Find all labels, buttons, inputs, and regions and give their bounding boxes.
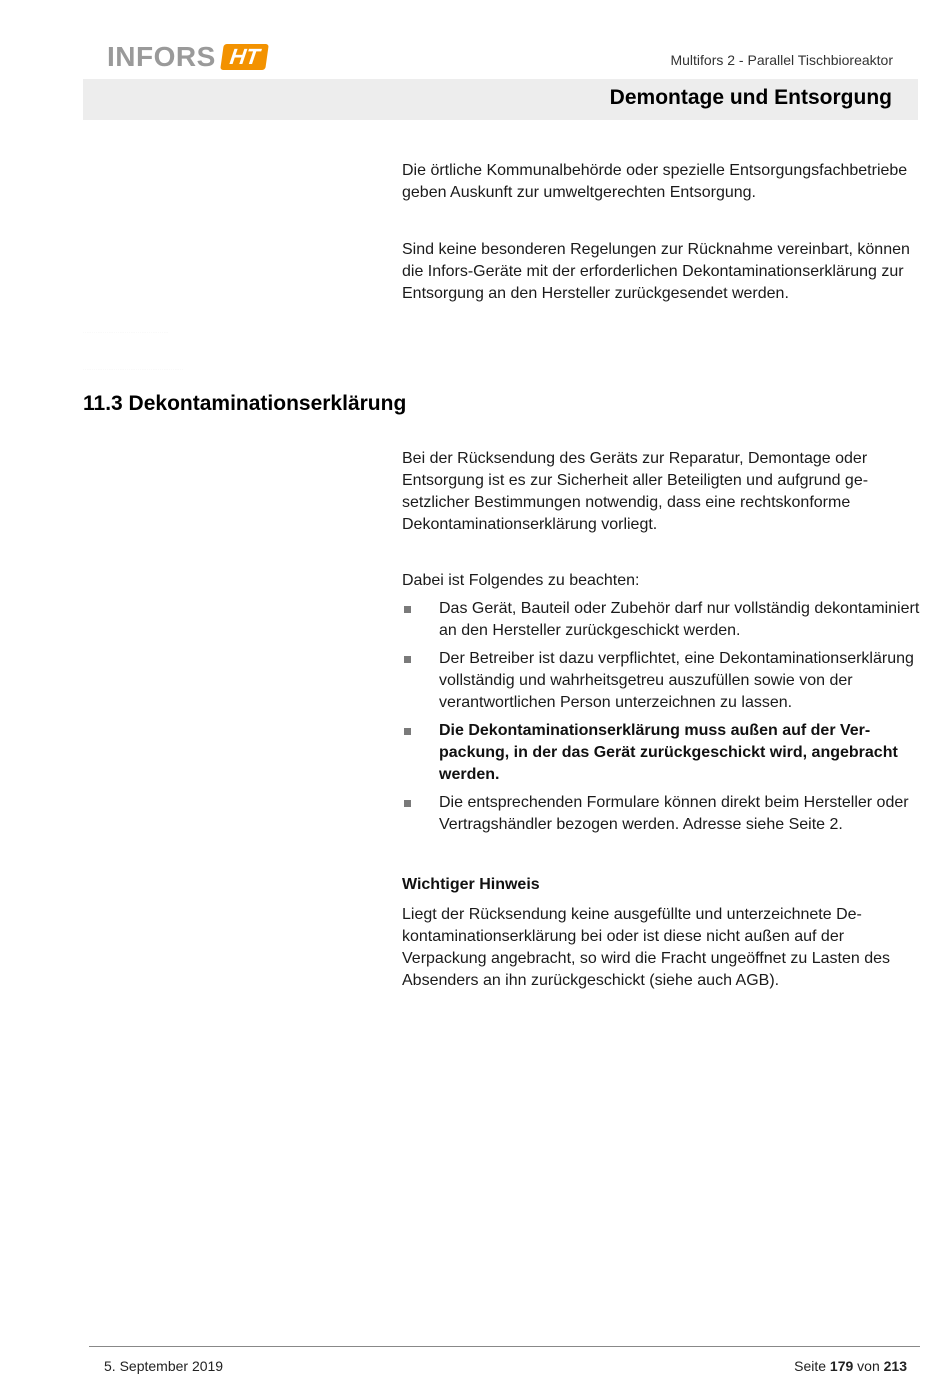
square-bullet-icon [404, 656, 411, 663]
list-item-text: Der Betreiber ist dazu verpflichtet, eine Dekontaminationserklärung vollständig und wahrheitsgetreu auszufüllen sowie von der verantwortlichen Person unterzeichnen zu lassen. [439, 650, 914, 711]
product-name: Multifors 2 - Parallel Tischbioreaktor [670, 52, 893, 68]
paragraph-local-authority: Die örtliche Kommunalbehörde oder spezielle Entsorgungsfachbetriebe geben Auskunft zur umweltgerechten Entsorgung. [402, 162, 908, 201]
square-bullet-icon [404, 800, 411, 807]
logo-badge: HT [220, 44, 269, 70]
page-prefix: Seite [794, 1358, 827, 1374]
page-total: 213 [883, 1358, 907, 1374]
logo-wordmark: INFORS [107, 41, 216, 72]
paragraph-return-to-manufacturer: Sind keine besonderen Regelungen zur Rücknahme vereinbart, können die Infors-Geräte mit der erforderlichen Dekontaminationserklärung zur Entsorgung an den Hersteller zurückgesendet werden. [402, 241, 910, 302]
important-note-heading: Wichtiger Hinweis [402, 876, 540, 893]
footer-date: 5. September 2019 [104, 1358, 224, 1374]
list-item-text: Die entsprechenden Formulare können direkt beim Hersteller oder Vertragshändler bezogen werden. Adresse siehe Seite 2. [439, 794, 909, 833]
list-item [402, 720, 922, 786]
section-header-bar [83, 79, 918, 120]
list-item [402, 648, 922, 714]
important-note-text: Liegt der Rücksendung keine ausgefüllte und unterzeichnete Dekontaminationserklärung bei oder ist diese nicht außen auf der Verpackung angebracht, so wird die Fracht ungeöffnet zu Lasten des Absenders an ihn zurückgeschickt (siehe auch AGB). [402, 906, 891, 989]
list-item [402, 598, 922, 642]
square-bullet-icon [404, 606, 411, 613]
list-item [402, 792, 922, 836]
paragraph-list-intro: Dabei ist Folgendes zu beachten: [402, 572, 640, 589]
requirements-list [402, 598, 922, 842]
section-title: Demontage und Entsorgung [609, 86, 892, 109]
chapter-heading: 11.3 Dekontaminationserklärung [83, 392, 407, 415]
paragraph-intro: Bei der Rücksendung des Geräts zur Reparatur, Demontage oder Entsorgung ist es zur Sicherheit aller Beteiligten und aufgrund gesetzlicher Bestimmungen notwendig, dass eine rechtskonforme Dekontaminationserklärung vorliegt. [402, 450, 869, 533]
margin-note-line: · · · · · · · · · · · · · · · · · · · · · · · · · · · · · · · · · · · · · · · · · · · · · · · · · · · · · · · [83, 367, 183, 371]
list-item-text: Die Dekontaminationserklärung muss außen auf der Verpackung, in der das Gerät zurückgeschickt wird, angebracht werden. [439, 722, 898, 783]
margin-note-line: · · · · · · · · · · · · · · · · · · · · · · · · · · · · · · · · · · · · · · · · · · · · · · · [83, 330, 169, 334]
page-current: 179 [829, 1358, 854, 1374]
page-separator: von [857, 1358, 880, 1374]
square-bullet-icon [404, 728, 411, 735]
infors-ht-logo [107, 42, 267, 72]
list-item-text: Das Gerät, Bauteil oder Zubehör darf nur vollständig dekontaminiert an den Hersteller zurückgeschickt werden. [439, 600, 920, 639]
page-number [794, 1358, 907, 1374]
footer-divider [89, 1346, 920, 1347]
